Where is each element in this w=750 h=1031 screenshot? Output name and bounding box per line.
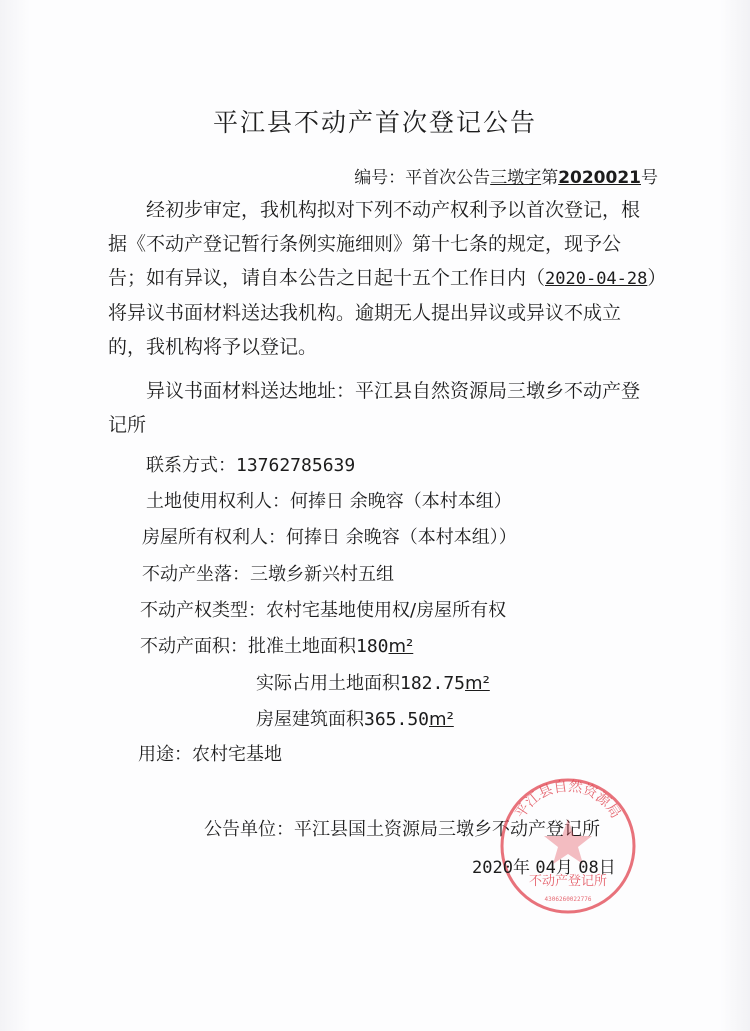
contact-line	[146, 451, 355, 477]
building-area-unit: m²	[429, 709, 454, 730]
intro-text-2: ）将异议书面材料送达我机构。逾期无人提出异议或异议不成立的，我机构将予以登记。	[108, 267, 657, 358]
house-owner-line	[142, 523, 517, 549]
intro-paragraph	[108, 193, 658, 364]
seal-code-text: 4306260022776	[544, 896, 592, 903]
location-value: 三墩乡新兴村五组	[250, 564, 394, 585]
seal-center-text: 不动产登记所	[528, 874, 608, 889]
actual-area-label: 实际占用土地面积	[256, 673, 400, 694]
issuer-label: 公告单位：	[204, 819, 294, 840]
contact-label: 联系方式：	[146, 455, 236, 476]
doc-number-word: 三墩字	[490, 168, 542, 188]
building-area-value: 365.50	[364, 709, 430, 730]
approved-area-unit: m²	[388, 636, 414, 657]
approved-area-value: 180	[356, 636, 389, 657]
usage-value: 农村宅基地	[192, 744, 282, 765]
svg-text:平江县自然资源局	[513, 779, 624, 822]
address-paragraph: 异议书面材料送达地址：平江县自然资源局三墩乡不动产登记所	[108, 380, 641, 436]
land-owner-label: 土地使用权利人：	[146, 491, 290, 512]
date-year-char: 年	[512, 858, 530, 878]
usage-line	[138, 740, 282, 766]
doc-number-di: 第	[541, 168, 559, 188]
doc-number-suffix: 号	[641, 168, 658, 188]
date-day-char: 日	[598, 858, 616, 878]
building-area-label: 房屋建筑面积	[256, 709, 364, 730]
actual-area-value: 182.75	[400, 673, 466, 694]
approved-area-label: 批准土地面积	[248, 636, 356, 657]
document-number	[354, 163, 658, 188]
intro-text-1: 经初步审定，我机构拟对下列不动产权利予以首次登记，根据《不动产登记暂行条例实施细则》第十七条的规定，现予公告；如有异议，请自本公告之日起十五个工作日内（	[108, 199, 641, 289]
usage-label: 用途：	[138, 744, 192, 765]
house-owner-label: 房屋所有权利人：	[142, 527, 286, 548]
land-owner-value: 何捧日 余晚容（本村本组）	[290, 491, 512, 512]
area-label: 不动产面积：	[140, 636, 248, 657]
doc-number-prefix: 编号：平首次公告	[354, 168, 491, 188]
right-type-label: 不动产权类型：	[140, 600, 266, 621]
right-type-line	[140, 596, 506, 622]
land-owner-line	[146, 487, 512, 513]
area-line-actual	[256, 669, 490, 695]
contact-value: 13762785639	[236, 455, 356, 476]
date-month-char: 月	[555, 858, 573, 878]
issuer-value: 平江县国土资源局三墩乡不动产登记所	[294, 819, 600, 840]
official-seal	[497, 775, 639, 917]
date-line	[472, 853, 616, 878]
date-month: 04	[535, 858, 556, 878]
house-owner-value: 何捧日 余晚容（本村本组））	[286, 527, 517, 548]
actual-area-unit: m²	[465, 673, 490, 694]
date-day: 08	[578, 858, 599, 878]
location-label: 不动产坐落：	[142, 564, 250, 585]
date-year: 2020	[472, 858, 513, 878]
objection-deadline: 2020-04-28	[545, 269, 648, 289]
area-line-building	[256, 705, 454, 731]
doc-number-value: 2020021	[558, 168, 641, 188]
document-title: 平江县不动产首次登记公告	[212, 108, 537, 137]
location-line	[142, 560, 394, 586]
right-type-value: 农村宅基地使用权/房屋所有权	[266, 600, 507, 621]
area-line-approved	[140, 632, 413, 658]
seal-arc-text: 平江县自然资源局	[512, 778, 624, 822]
